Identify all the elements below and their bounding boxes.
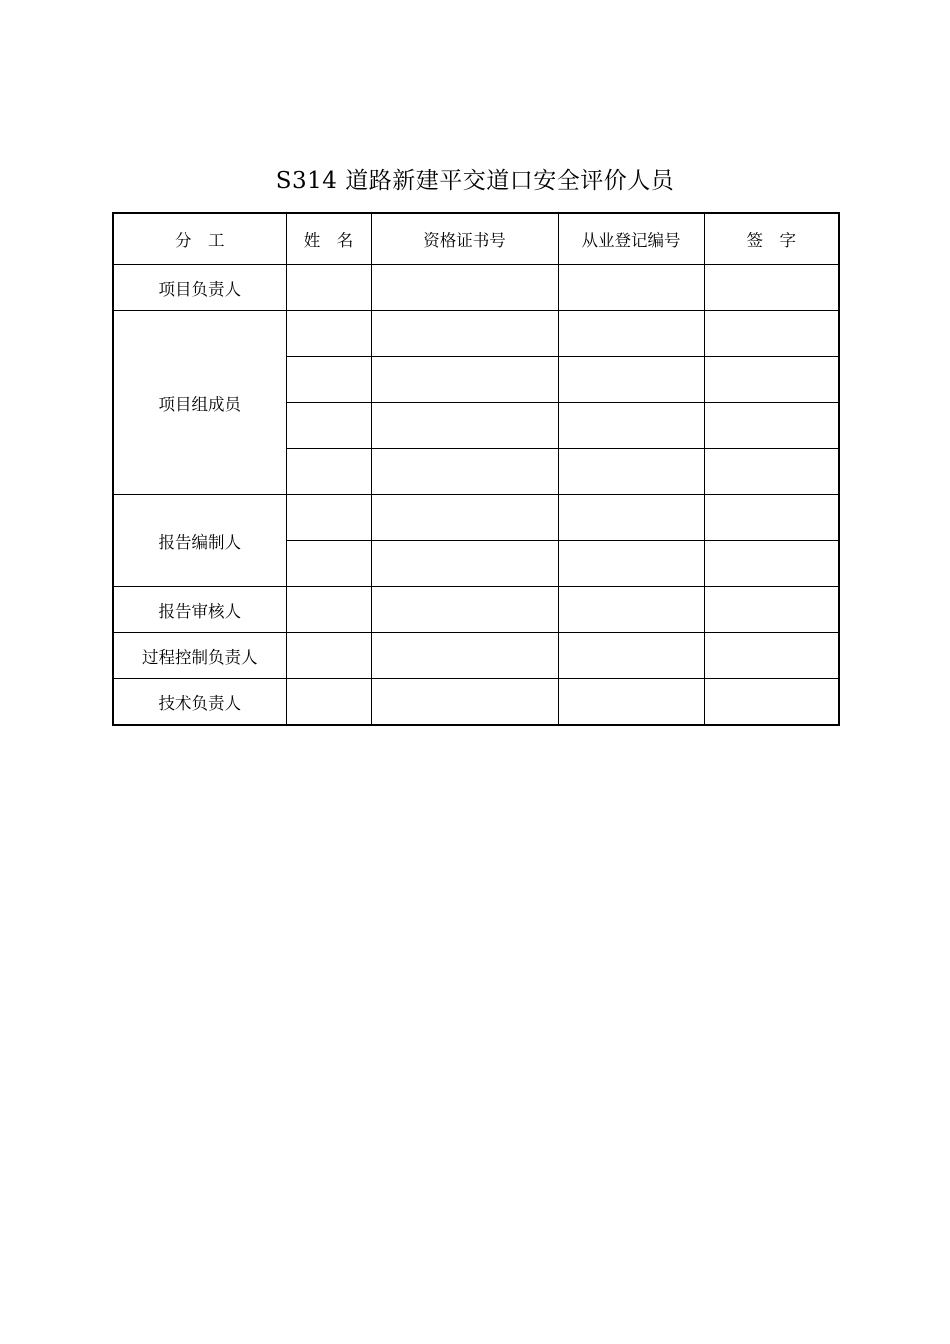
signature-cell xyxy=(704,265,839,311)
signature-cell xyxy=(704,633,839,679)
signature-cell xyxy=(704,679,839,726)
table-row xyxy=(113,587,839,633)
certificate-cell xyxy=(371,541,558,587)
registration-cell xyxy=(558,449,704,495)
registration-cell xyxy=(558,633,704,679)
certificate-cell xyxy=(371,311,558,357)
name-cell xyxy=(286,357,371,403)
signature-cell xyxy=(704,541,839,587)
name-cell xyxy=(286,587,371,633)
staff-table xyxy=(112,212,840,726)
certificate-cell xyxy=(371,403,558,449)
certificate-cell xyxy=(371,357,558,403)
role-process-control-leader: 过程控制负责人 xyxy=(113,633,286,679)
signature-cell xyxy=(704,403,839,449)
certificate-cell xyxy=(371,265,558,311)
role-report-reviewer: 报告审核人 xyxy=(113,587,286,633)
registration-cell xyxy=(558,265,704,311)
name-cell xyxy=(286,265,371,311)
certificate-cell xyxy=(371,587,558,633)
table-header-row xyxy=(113,213,839,265)
signature-cell xyxy=(704,587,839,633)
header-name: 姓 名 xyxy=(286,213,371,265)
role-project-members: 项目组成员 xyxy=(113,311,286,495)
certificate-cell xyxy=(371,633,558,679)
name-cell xyxy=(286,679,371,726)
name-cell xyxy=(286,403,371,449)
registration-cell xyxy=(558,357,704,403)
table-row xyxy=(113,495,839,541)
table-row xyxy=(113,265,839,311)
signature-cell xyxy=(704,311,839,357)
table-row xyxy=(113,633,839,679)
role-technical-leader: 技术负责人 xyxy=(113,679,286,726)
registration-cell xyxy=(558,541,704,587)
signature-cell xyxy=(704,495,839,541)
certificate-cell xyxy=(371,449,558,495)
certificate-cell xyxy=(371,679,558,726)
role-report-writer: 报告编制人 xyxy=(113,495,286,587)
name-cell xyxy=(286,495,371,541)
registration-cell xyxy=(558,495,704,541)
header-role: 分 工 xyxy=(113,213,286,265)
registration-cell xyxy=(558,311,704,357)
name-cell xyxy=(286,541,371,587)
header-registration-no: 从业登记编号 xyxy=(558,213,704,265)
page-title: S314 道路新建平交道口安全评价人员 xyxy=(275,168,675,194)
header-certificate-no: 资格证书号 xyxy=(371,213,558,265)
role-project-leader: 项目负责人 xyxy=(113,265,286,311)
table-row xyxy=(113,679,839,726)
name-cell xyxy=(286,633,371,679)
name-cell xyxy=(286,449,371,495)
registration-cell xyxy=(558,679,704,726)
registration-cell xyxy=(558,403,704,449)
certificate-cell xyxy=(371,495,558,541)
name-cell xyxy=(286,311,371,357)
signature-cell xyxy=(704,449,839,495)
header-signature: 签 字 xyxy=(704,213,839,265)
registration-cell xyxy=(558,587,704,633)
table-row xyxy=(113,311,839,357)
signature-cell xyxy=(704,357,839,403)
